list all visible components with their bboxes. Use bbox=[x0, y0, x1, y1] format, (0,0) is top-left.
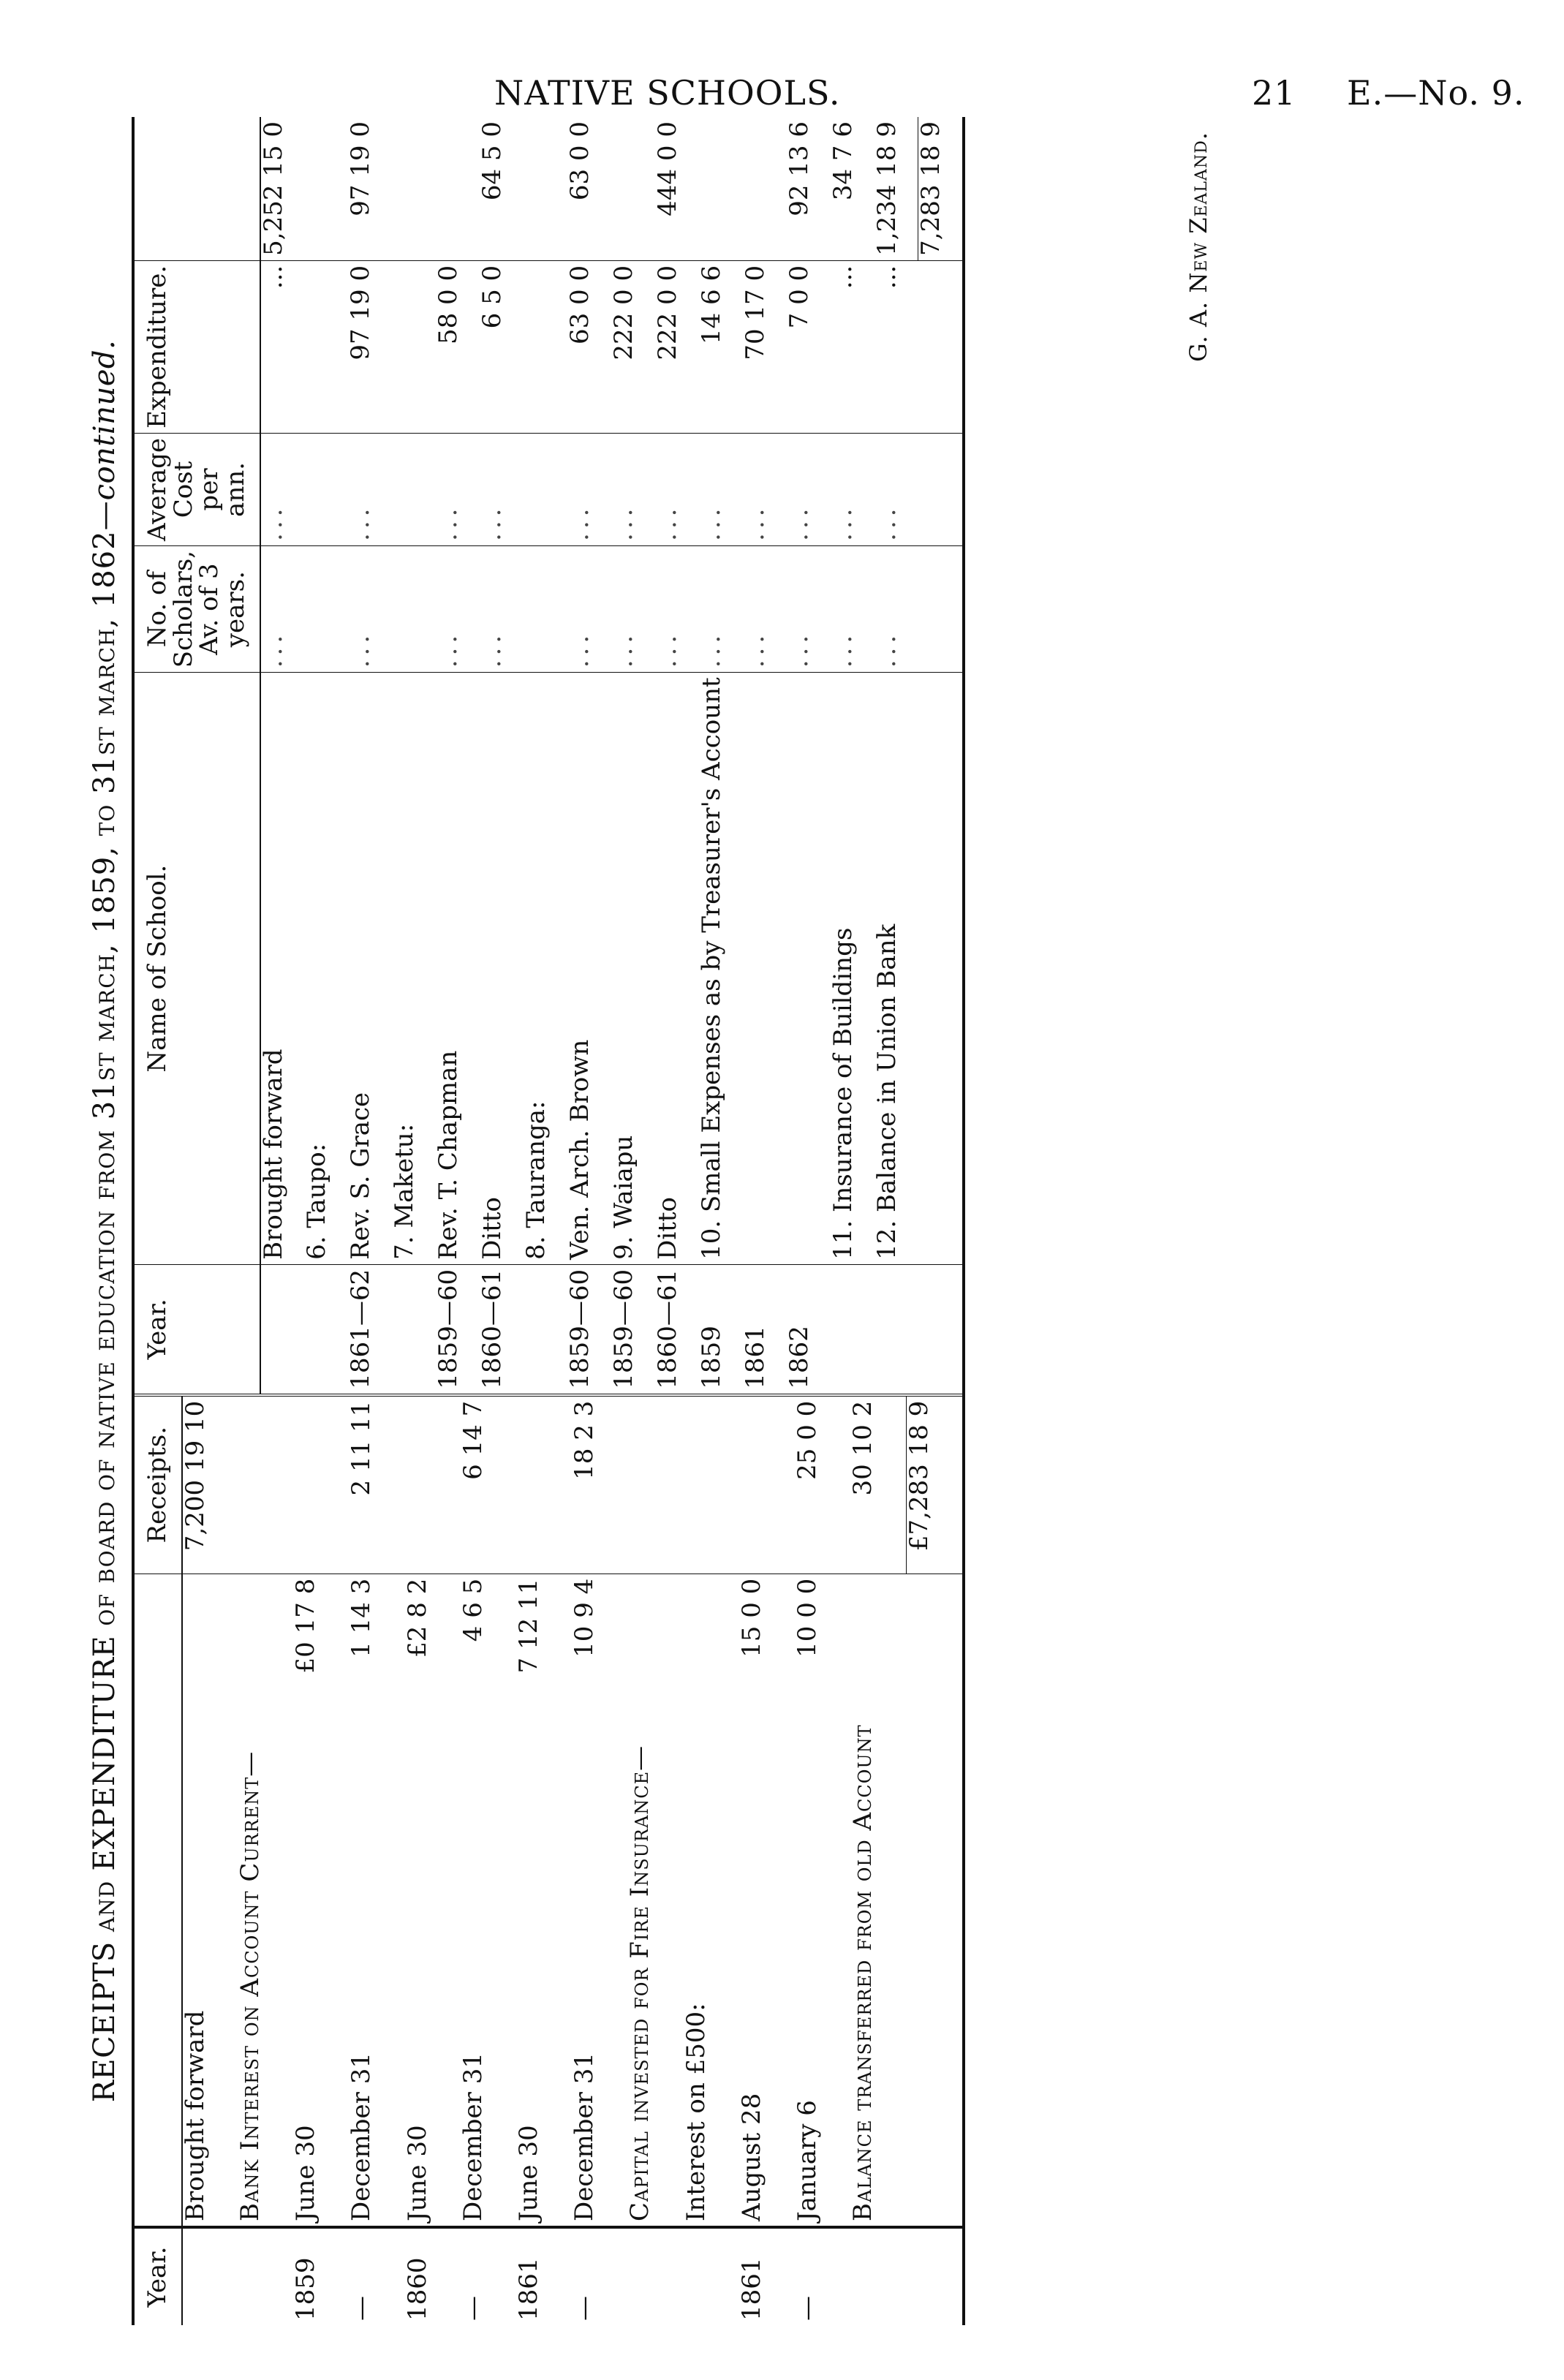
receipts-row bbox=[461, 1397, 516, 2325]
expenditure-year bbox=[831, 1264, 874, 1394]
scholars-count: ... bbox=[436, 545, 480, 672]
expenditure-row bbox=[918, 117, 962, 1395]
receipts-year bbox=[850, 2227, 906, 2325]
receipts-row bbox=[572, 1397, 627, 2325]
expenditure-row bbox=[524, 117, 567, 1395]
receipts-amount: 7,200 19 10 bbox=[182, 1397, 238, 1574]
receipts-year bbox=[907, 2227, 962, 2325]
col-school: Name of School. bbox=[135, 673, 260, 1265]
col-receipts-sub bbox=[135, 1574, 182, 1685]
expenditure-total: 63 0 0 bbox=[567, 117, 611, 260]
receipts-description: August 28 bbox=[739, 1685, 795, 2227]
col-scholars: No. of Scholars, Av. of 3 years. bbox=[135, 545, 260, 672]
rotated-table-page bbox=[88, 117, 1258, 2325]
receipts-table bbox=[135, 1397, 962, 2325]
receipts-subamount bbox=[684, 1574, 739, 1685]
receipts-description: December 31 bbox=[349, 1685, 404, 2227]
school-name: Ven. Arch. Brown bbox=[567, 673, 611, 1265]
receipts-year: — bbox=[570, 2296, 600, 2321]
receipts-year: 1860 bbox=[402, 2257, 432, 2321]
school-name: 7. Maketu: bbox=[392, 673, 436, 1265]
scholars-count: ... bbox=[480, 545, 524, 672]
col-receipts: Receipts. bbox=[135, 1397, 182, 1574]
receipts-subamount: 10 9 4 bbox=[570, 1578, 600, 1658]
receipts-row bbox=[907, 1397, 962, 2325]
receipts-subamount bbox=[182, 1574, 238, 1685]
receipts-row bbox=[850, 1397, 906, 2325]
expenditure-year: 1860—61 bbox=[652, 1269, 682, 1389]
receipts-description: June 30 bbox=[516, 1685, 572, 2227]
average-cost: ... bbox=[480, 434, 524, 546]
receipts-subamount bbox=[907, 1574, 962, 1685]
receipts-row bbox=[684, 1397, 739, 2325]
receipts-year: — bbox=[347, 2296, 377, 2321]
receipts-amount bbox=[516, 1397, 572, 1574]
school-name: 10. Small Expenses as by Treasurer's Account bbox=[699, 673, 743, 1265]
page-title: NATIVE SCHOOLS. bbox=[494, 73, 841, 113]
school-name: 11. Insurance of Buildings bbox=[831, 673, 874, 1265]
receipts-subamount bbox=[850, 1574, 906, 1685]
table-caption bbox=[88, 117, 121, 2325]
school-name bbox=[918, 673, 962, 1265]
school-name: 9. Waiapu bbox=[611, 673, 655, 1265]
receipts-row bbox=[739, 1397, 795, 2325]
expenditure-total bbox=[436, 117, 480, 260]
expenditure-row bbox=[480, 117, 524, 1395]
receipts-year: 1861 bbox=[514, 2257, 543, 2321]
expenditure-amount: 222 0 0 bbox=[655, 260, 699, 433]
expenditure-total bbox=[743, 117, 787, 260]
caption-and: and bbox=[88, 1880, 121, 1933]
receipts-row bbox=[238, 1397, 293, 2325]
scholars-count bbox=[392, 545, 436, 672]
page-number: 21 bbox=[1252, 73, 1296, 113]
receipts-row bbox=[627, 1397, 683, 2325]
receipts-amount: £7,283 18 9 bbox=[907, 1397, 962, 1574]
caption-rest: of board of native education from 31st march, 1859, to 31st march, 1862— bbox=[88, 500, 121, 1626]
expenditure-total bbox=[699, 117, 743, 260]
expenditure-year bbox=[304, 1264, 348, 1394]
scholars-count bbox=[524, 545, 567, 672]
expenditure-year: 1860—61 bbox=[477, 1269, 507, 1389]
scholars-count: ... bbox=[655, 545, 699, 672]
receipts-description: December 31 bbox=[461, 1685, 516, 2227]
school-name: Rev. T. Chapman bbox=[436, 673, 480, 1265]
receipts-row bbox=[795, 1397, 850, 2325]
receipts-subamount: 10 0 0 bbox=[793, 1578, 823, 1658]
scholars-count bbox=[918, 545, 962, 672]
col-receipts-desc bbox=[135, 1685, 182, 2227]
school-name: 8. Tauranga: bbox=[524, 673, 567, 1265]
receipts-year: 1861 bbox=[736, 2257, 766, 2321]
school-name: 12. Balance in Union Bank bbox=[874, 673, 918, 1265]
expenditure-total: 1,234 18 9 bbox=[874, 117, 918, 260]
expenditure-total bbox=[524, 117, 567, 260]
expenditure-table bbox=[135, 117, 962, 1397]
receipts-subamount: 1 14 3 bbox=[347, 1578, 377, 1658]
receipts-amount bbox=[627, 1397, 683, 1574]
average-cost bbox=[392, 434, 436, 546]
receipts-year bbox=[238, 2227, 293, 2325]
receipts-year: — bbox=[793, 2296, 823, 2321]
receipts-description: Brought forward bbox=[182, 1685, 238, 2227]
scholars-count: ... bbox=[787, 545, 831, 672]
caption-expenditure: EXPENDITURE bbox=[88, 1635, 121, 1871]
receipts-subamount: 4 6 5 bbox=[458, 1578, 488, 1642]
document-reference: E.—No. 9. bbox=[1347, 73, 1525, 113]
col-avg-cost: Average Cost per ann. bbox=[135, 434, 260, 546]
receipts-year: — bbox=[458, 2296, 488, 2321]
col-year: Year. bbox=[135, 2227, 182, 2325]
expenditure-total bbox=[392, 117, 436, 260]
receipts-body bbox=[182, 1397, 962, 2325]
expenditure-amount: 222 0 0 bbox=[611, 260, 655, 433]
expenditure-amount: ... bbox=[874, 260, 918, 433]
expenditure-amount: 14 6 6 bbox=[699, 260, 743, 433]
average-cost: ... bbox=[348, 434, 392, 546]
expenditure-total: 92 13 6 bbox=[787, 117, 831, 260]
receipts-amount: 30 10 2 bbox=[850, 1397, 906, 1574]
expenditure-amount: ... bbox=[260, 260, 304, 433]
expenditure-total: 64 5 0 bbox=[480, 117, 524, 260]
average-cost: ... bbox=[743, 434, 787, 546]
expenditure-total: 7,283 18 9 bbox=[918, 117, 962, 260]
receipts-year bbox=[684, 2227, 739, 2325]
scholars-count: ... bbox=[699, 545, 743, 672]
average-cost: ... bbox=[787, 434, 831, 546]
expenditure-year: 1859—60 bbox=[608, 1269, 638, 1389]
caption-lead: RECEIPTS bbox=[88, 1941, 121, 2103]
expenditure-row bbox=[611, 117, 655, 1395]
receipts-year: 1859 bbox=[291, 2257, 321, 2321]
receipts-amount: 6 14 7 bbox=[461, 1397, 516, 1574]
receipts-amount bbox=[739, 1397, 795, 1574]
scholars-count bbox=[304, 545, 348, 672]
average-cost bbox=[918, 434, 962, 546]
printer-imprint: G. A. New Zealand. bbox=[1185, 132, 1212, 362]
average-cost: ... bbox=[655, 434, 699, 546]
expenditure-row bbox=[392, 117, 436, 1395]
receipts-amount bbox=[293, 1397, 349, 1574]
expenditure-year: 1861 bbox=[740, 1326, 770, 1389]
expenditure-row bbox=[655, 117, 699, 1395]
receipts-description: June 30 bbox=[293, 1685, 349, 2227]
expenditure-year bbox=[874, 1264, 918, 1394]
receipts-description: Bank Interest on Account Current— bbox=[238, 1685, 293, 2227]
receipts-description: Interest on £500: bbox=[684, 1685, 739, 2227]
school-name: Brought forward bbox=[260, 673, 304, 1265]
receipts-description: January 6 bbox=[795, 1685, 850, 2227]
expenditure-row bbox=[743, 117, 787, 1395]
receipts-description: Capital invested for Fire Insurance— bbox=[627, 1685, 683, 2227]
receipts-description bbox=[907, 1685, 962, 2227]
scholars-count: ... bbox=[743, 545, 787, 672]
expenditure-row bbox=[348, 117, 392, 1395]
scholars-count: ... bbox=[567, 545, 611, 672]
average-cost bbox=[524, 434, 567, 546]
expenditure-row bbox=[874, 117, 918, 1395]
expenditure-row bbox=[831, 117, 874, 1395]
receipts-subamount bbox=[238, 1574, 293, 1685]
expenditure-amount: 6 5 0 bbox=[480, 260, 524, 433]
caption-continued: continued. bbox=[88, 339, 121, 501]
receipts-subamount bbox=[627, 1574, 683, 1685]
receipts-row bbox=[182, 1397, 238, 2325]
receipts-description: June 30 bbox=[405, 1685, 461, 2227]
expenditure-total: 5,252 15 0 bbox=[260, 117, 304, 260]
expenditure-year: 1862 bbox=[784, 1326, 814, 1389]
average-cost: ... bbox=[699, 434, 743, 546]
expenditure-total: 97 19 0 bbox=[348, 117, 392, 260]
expenditure-year bbox=[260, 1264, 304, 1394]
expenditure-total bbox=[611, 117, 655, 260]
receipts-subamount: £0 17 8 bbox=[291, 1578, 321, 1674]
scholars-count: ... bbox=[348, 545, 392, 672]
average-cost: ... bbox=[874, 434, 918, 546]
scholars-count: ... bbox=[831, 545, 874, 672]
receipts-row bbox=[349, 1397, 404, 2325]
expenditure-row bbox=[436, 117, 480, 1395]
expenditure-amount: 97 19 0 bbox=[348, 260, 392, 433]
receipts-subamount: £2 8 2 bbox=[402, 1578, 432, 1658]
expenditure-row bbox=[260, 117, 304, 1395]
expenditure-body bbox=[260, 117, 962, 1395]
expenditure-year bbox=[392, 1264, 436, 1394]
expenditure-amount: 70 17 0 bbox=[743, 260, 787, 433]
expenditure-year: 1859 bbox=[696, 1326, 726, 1389]
average-cost: ... bbox=[436, 434, 480, 546]
scholars-count: ... bbox=[874, 545, 918, 672]
school-name: Ditto bbox=[655, 673, 699, 1265]
receipts-amount bbox=[684, 1397, 739, 1574]
receipts-amount bbox=[405, 1397, 461, 1574]
school-name bbox=[787, 673, 831, 1265]
expenditure-row bbox=[787, 117, 831, 1395]
receipts-year bbox=[182, 2227, 238, 2325]
expenditure-amount bbox=[918, 260, 962, 433]
expenditure-amount bbox=[392, 260, 436, 433]
receipts-description: Balance transferred from old Account bbox=[850, 1685, 906, 2227]
receipts-row bbox=[516, 1397, 572, 2325]
average-cost: ... bbox=[260, 434, 304, 546]
expenditure-amount: ... bbox=[831, 260, 874, 433]
school-name: Rev. S. Grace bbox=[348, 673, 392, 1265]
receipts-row bbox=[405, 1397, 461, 2325]
scholars-count: ... bbox=[260, 545, 304, 672]
expenditure-amount: 58 0 0 bbox=[436, 260, 480, 433]
expenditure-amount bbox=[304, 260, 348, 433]
col-year-2: Year. bbox=[135, 1264, 260, 1394]
expenditure-amount: 7 0 0 bbox=[787, 260, 831, 433]
expenditure-row bbox=[567, 117, 611, 1395]
expenditure-total: 34 7 6 bbox=[831, 117, 874, 260]
school-name: 6. Taupo: bbox=[304, 673, 348, 1265]
receipts-subamount: 7 12 11 bbox=[514, 1578, 543, 1674]
receipts-amount: 18 2 3 bbox=[572, 1397, 627, 1574]
school-name bbox=[743, 673, 787, 1265]
average-cost bbox=[304, 434, 348, 546]
expenditure-row bbox=[699, 117, 743, 1395]
expenditure-row bbox=[304, 117, 348, 1395]
expenditure-amount: 63 0 0 bbox=[567, 260, 611, 433]
col-expenditure: Expenditure. bbox=[135, 260, 260, 433]
receipts-amount: 25 0 0 bbox=[795, 1397, 850, 1574]
expenditure-total bbox=[304, 117, 348, 260]
receipts-year bbox=[627, 2227, 683, 2325]
expenditure-year bbox=[524, 1264, 567, 1394]
expenditure-year: 1859—60 bbox=[433, 1269, 463, 1389]
receipts-description: December 31 bbox=[572, 1685, 627, 2227]
school-name: Ditto bbox=[480, 673, 524, 1265]
scholars-count: ... bbox=[611, 545, 655, 672]
expenditure-year: 1861—62 bbox=[345, 1269, 375, 1389]
average-cost: ... bbox=[831, 434, 874, 546]
col-expenditure-total bbox=[135, 117, 260, 260]
expenditure-amount bbox=[524, 260, 567, 433]
expenditure-year: 1859—60 bbox=[564, 1269, 594, 1389]
receipts-amount bbox=[238, 1397, 293, 1574]
receipts-subamount: 15 0 0 bbox=[736, 1578, 766, 1658]
accounts-table bbox=[132, 117, 965, 2325]
receipts-amount: 2 11 11 bbox=[349, 1397, 404, 1574]
expenditure-year bbox=[918, 1264, 962, 1394]
expenditure-total: 444 0 0 bbox=[655, 117, 699, 260]
average-cost: ... bbox=[611, 434, 655, 546]
average-cost: ... bbox=[567, 434, 611, 546]
receipts-row bbox=[293, 1397, 349, 2325]
